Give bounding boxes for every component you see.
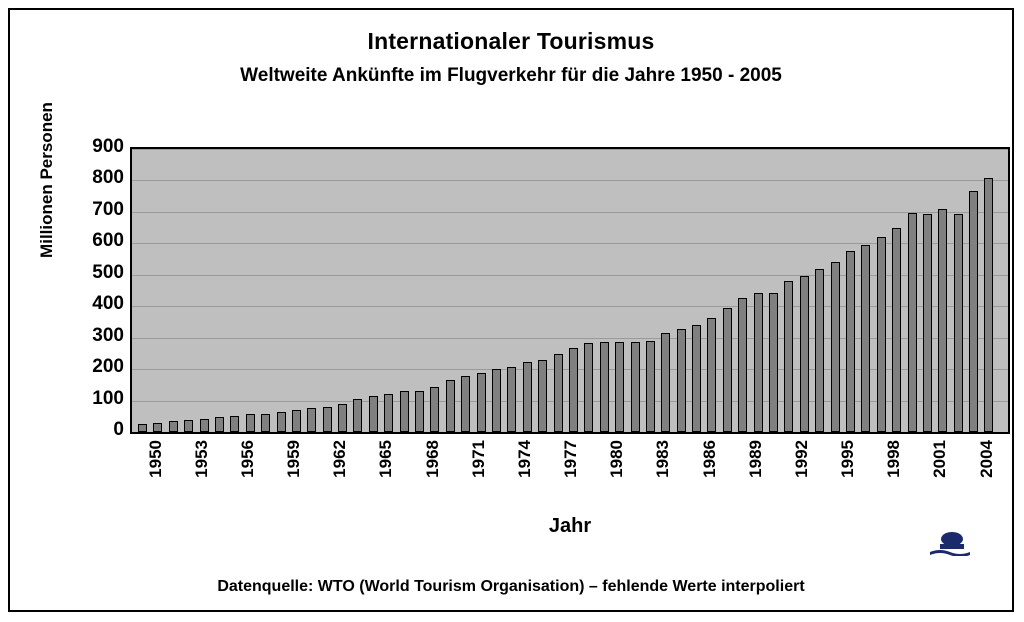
- bar: [215, 417, 224, 432]
- x-axis-tick: [367, 440, 396, 512]
- x-axis-tick: [413, 440, 442, 512]
- x-axis-tick: [782, 440, 811, 512]
- bar: [984, 178, 993, 432]
- y-axis-tick-label: 300: [92, 324, 124, 346]
- x-axis-tick: [675, 440, 684, 512]
- bar: [523, 362, 532, 432]
- x-axis-title: Jahr: [548, 515, 592, 537]
- x-axis-tick: [952, 440, 961, 512]
- bar: [800, 276, 809, 432]
- x-axis-tick: [690, 440, 719, 512]
- x-axis-tick: [536, 440, 545, 512]
- bar: [954, 214, 963, 432]
- x-axis-tick: [644, 440, 673, 512]
- x-axis-tick: [598, 440, 627, 512]
- x-axis-tick-labels: [130, 440, 1010, 512]
- bar: [846, 251, 855, 432]
- y-axis-tick-label: 500: [92, 261, 124, 283]
- publisher-logo: [928, 528, 972, 556]
- bar: [861, 245, 870, 432]
- x-axis-tick: [552, 440, 581, 512]
- bar: [246, 414, 255, 432]
- bar: [184, 420, 193, 432]
- x-axis-tick: [244, 440, 253, 512]
- x-axis-tick: [767, 440, 776, 512]
- x-axis-tick: [721, 440, 730, 512]
- x-axis-tick-label: 1959: [284, 440, 304, 478]
- bar: [138, 424, 147, 432]
- x-axis-tick-label: 1962: [330, 440, 350, 478]
- x-axis-tick: [336, 440, 345, 512]
- x-axis-tick: [967, 440, 996, 512]
- x-axis-tick-label: 1992: [791, 440, 811, 478]
- bar: [754, 293, 763, 432]
- x-axis-tick-label: 1995: [838, 440, 858, 478]
- bar: [261, 414, 270, 432]
- x-axis-tick: [151, 440, 160, 512]
- bar: [677, 329, 686, 432]
- x-axis-tick: [859, 440, 868, 512]
- bar: [877, 237, 886, 432]
- x-axis-tick: [736, 440, 765, 512]
- y-axis-tick-label: 800: [92, 167, 124, 189]
- bar: [569, 348, 578, 432]
- bar: [584, 343, 593, 432]
- bar: [554, 354, 563, 432]
- bar-series: [132, 149, 1008, 432]
- x-axis-tick-label: 1956: [237, 440, 257, 478]
- bar: [646, 341, 655, 432]
- bar: [938, 209, 947, 432]
- x-axis-tick: [475, 440, 484, 512]
- x-axis-tick-label: 1971: [468, 440, 488, 478]
- x-axis-tick: [521, 440, 530, 512]
- bar: [692, 325, 701, 432]
- y-axis-tick-label: 400: [92, 293, 124, 315]
- y-axis-tick-label: 900: [92, 136, 124, 157]
- y-axis-tick-label: 600: [92, 230, 124, 252]
- bar: [969, 191, 978, 432]
- x-axis-tick: [398, 440, 407, 512]
- bar: [277, 412, 286, 432]
- y-axis-tick-label: 100: [92, 387, 124, 409]
- bar: [661, 333, 670, 432]
- x-axis-tick-label: 1980: [607, 440, 627, 478]
- x-axis-tick: [505, 440, 534, 512]
- bar: [723, 308, 732, 432]
- x-axis-tick-label: 1977: [561, 440, 581, 478]
- source-note: Datenquelle: WTO (World Tourism Organisation) – fehlende Werte interpoliert: [217, 578, 805, 595]
- bar: [384, 394, 393, 432]
- x-axis-tick: [829, 440, 858, 512]
- x-axis-tick: [275, 440, 304, 512]
- bar: [908, 213, 917, 432]
- chart-title-block: [10, 28, 1012, 87]
- bar: [323, 407, 332, 432]
- x-axis-tick-label: 1986: [699, 440, 719, 478]
- bar: [507, 367, 516, 432]
- x-axis-tick: [490, 440, 499, 512]
- x-axis-tick: [321, 440, 350, 512]
- bar: [892, 228, 901, 432]
- x-axis-tick: [182, 440, 211, 512]
- x-axis-tick: [567, 440, 576, 512]
- x-axis-tick: [167, 440, 176, 512]
- x-axis-tick: [459, 440, 488, 512]
- x-axis-tick: [136, 440, 165, 512]
- x-axis-tick: [705, 440, 714, 512]
- x-axis-tick: [444, 440, 453, 512]
- x-axis-tick: [813, 440, 822, 512]
- bar: [923, 214, 932, 432]
- y-axis-title: Millionen Personen: [37, 102, 56, 258]
- x-axis-tick-label: 1965: [376, 440, 396, 478]
- x-axis-tick: [921, 440, 950, 512]
- bar: [153, 423, 162, 432]
- bar: [200, 419, 209, 432]
- x-axis-tick-label: 1983: [653, 440, 673, 478]
- bar: [400, 391, 409, 432]
- bar: [769, 293, 778, 432]
- bar: [615, 342, 624, 432]
- x-axis-tick: [305, 440, 314, 512]
- bar: [338, 404, 347, 432]
- bar: [538, 360, 547, 432]
- x-axis-tick: [890, 440, 899, 512]
- x-axis-tick: [659, 440, 668, 512]
- x-axis-tick: [906, 440, 915, 512]
- chart-subtitle: Weltweite Ankünfte im Flugverkehr für die Jahre 1950 - 2005: [240, 65, 782, 86]
- bar: [430, 387, 439, 432]
- x-axis-tick: [844, 440, 853, 512]
- chart-frame: [8, 8, 1014, 612]
- x-axis-tick-label: 1974: [514, 440, 534, 478]
- bar: [815, 269, 824, 432]
- x-axis-tick: [228, 440, 257, 512]
- bar: [292, 410, 301, 432]
- bar: [477, 373, 486, 432]
- bar: [600, 342, 609, 432]
- bar: [369, 396, 378, 432]
- x-axis-tick: [290, 440, 299, 512]
- x-axis-tick-label: 1989: [745, 440, 765, 478]
- x-axis-tick: [613, 440, 622, 512]
- bar: [446, 380, 455, 432]
- bar: [169, 421, 178, 432]
- bar: [492, 369, 501, 432]
- x-axis-tick: [382, 440, 391, 512]
- bar: [461, 376, 470, 432]
- x-axis-tick: [752, 440, 761, 512]
- bar: [831, 262, 840, 432]
- x-axis-tick-label: 1950: [145, 440, 165, 478]
- y-axis-tick-label: 200: [92, 356, 124, 378]
- x-axis-tick: [982, 440, 991, 512]
- x-axis-tick: [582, 440, 591, 512]
- x-axis-tick: [213, 440, 222, 512]
- bar: [738, 298, 747, 432]
- x-axis-tick: [259, 440, 268, 512]
- x-axis-tick-label: 2004: [976, 440, 996, 478]
- bar: [353, 399, 362, 432]
- x-axis-tick: [875, 440, 904, 512]
- x-axis-tick: [198, 440, 207, 512]
- y-axis-tick-labels: [66, 136, 124, 440]
- plot-area: [130, 147, 1010, 434]
- page-title: Internationaler Tourismus: [367, 28, 655, 54]
- y-axis-tick-label: 0: [113, 419, 124, 440]
- bar: [631, 342, 640, 432]
- x-axis-tick-label: 1968: [422, 440, 442, 478]
- bar: [307, 408, 316, 432]
- x-axis-tick: [798, 440, 807, 512]
- bar: [707, 318, 716, 432]
- y-axis-tick-label: 700: [92, 198, 124, 220]
- x-axis-tick-label: 2001: [930, 440, 950, 478]
- x-axis-tick-label: 1953: [191, 440, 211, 478]
- x-axis-tick-label: 1998: [884, 440, 904, 478]
- bar: [784, 281, 793, 432]
- bar: [415, 391, 424, 432]
- bar: [230, 416, 239, 432]
- x-axis-tick: [428, 440, 437, 512]
- x-axis-tick: [629, 440, 638, 512]
- x-axis-tick: [936, 440, 945, 512]
- x-axis-tick: [351, 440, 360, 512]
